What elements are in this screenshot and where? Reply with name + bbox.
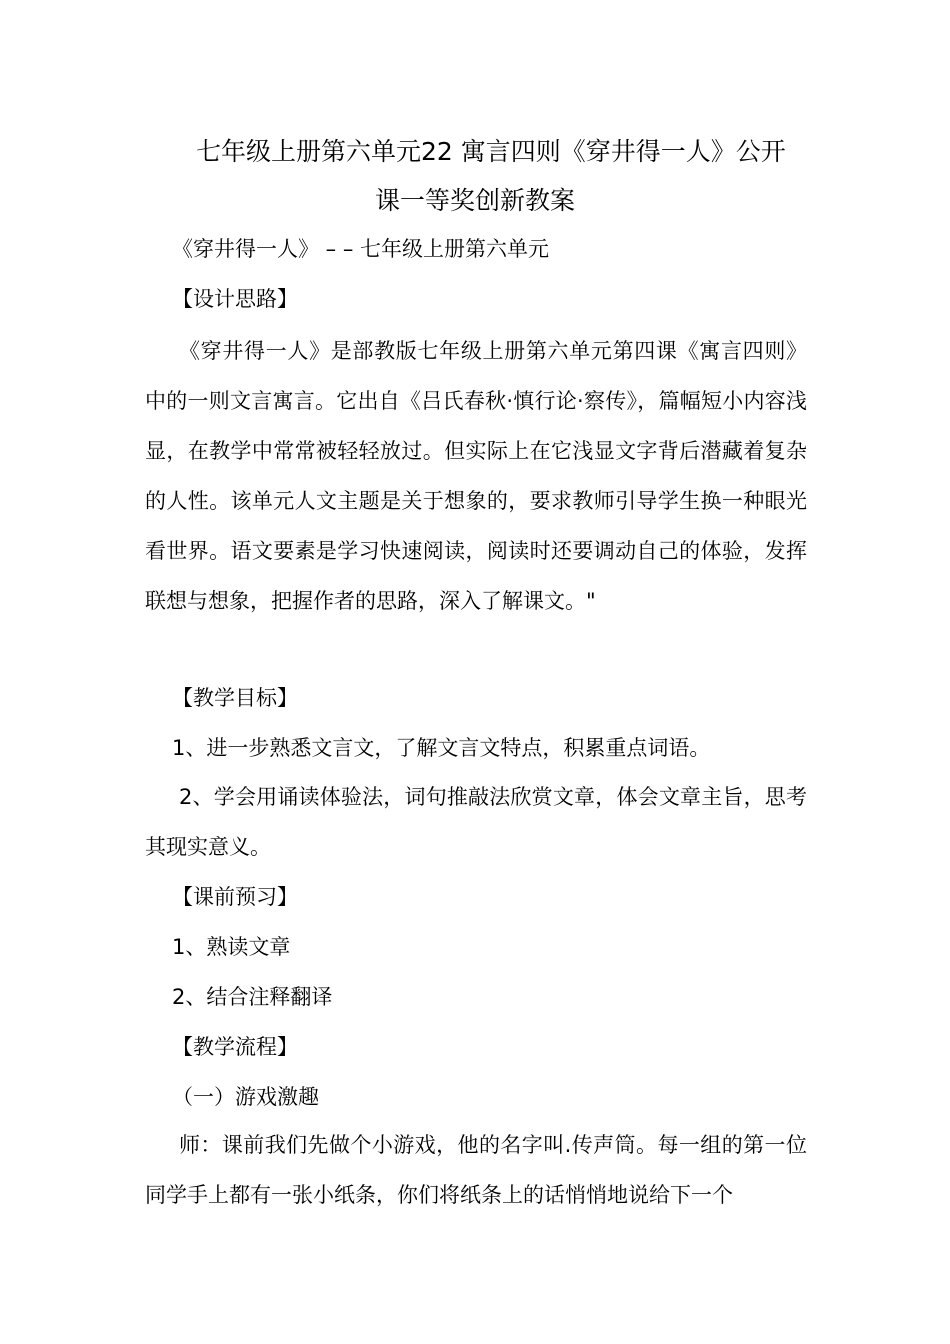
document-title-line1: 七年级上册第六单元22 寓言四则《穿井得一人》公开: [196, 137, 786, 166]
document-title-line2: 课一等奖创新教案: [374, 186, 575, 215]
preview-item-1: 1、熟读文章: [172, 935, 291, 959]
document-subtitle: 《穿井得一人》 – – 七年级上册第六单元: [172, 237, 550, 261]
goal-item-1: 1、进一步熟悉文言文，了解文言文特点，积累重点词语。: [172, 736, 711, 760]
section-heading-goals: 【教学目标】: [172, 686, 298, 710]
goal-item-2: 2、学会用诵读体验法，词句推敲法欣赏文章，体会文章主旨，思考其现实意义。: [145, 785, 807, 859]
step-heading-1: （一）游戏激趣: [172, 1085, 319, 1109]
section-heading-design: 【设计思路】: [172, 287, 298, 311]
preview-item-2: 2、结合注释翻译: [172, 985, 333, 1009]
paragraph-design: 《穿井得一人》是部教版七年级上册第六单元第四课《寓言四则》中的一则文言寓言。它出自《吕氏春秋·慎行论·察传》，篇幅短小内容浅显，在教学中常常被轻轻放过。但实际上在它浅显文字背后潜藏着复杂的人性。该单元人文主题是关于想象的，要求教师引导学生换一种眼光看世界。语文要素是学习快速阅读，阅读时还要调动自己的体验，发挥联想与想象，把握作者的思路，深入了解课文。": [145, 339, 807, 613]
section-heading-preview: 【课前预习】: [172, 885, 298, 909]
paragraph-step1: 师：课前我们先做个小游戏，他的名字叫.传声筒。每一组的第一位同学手上都有一张小纸条，你们将纸条上的话悄悄地说给下一个: [145, 1133, 807, 1207]
section-heading-process: 【教学流程】: [172, 1035, 298, 1059]
